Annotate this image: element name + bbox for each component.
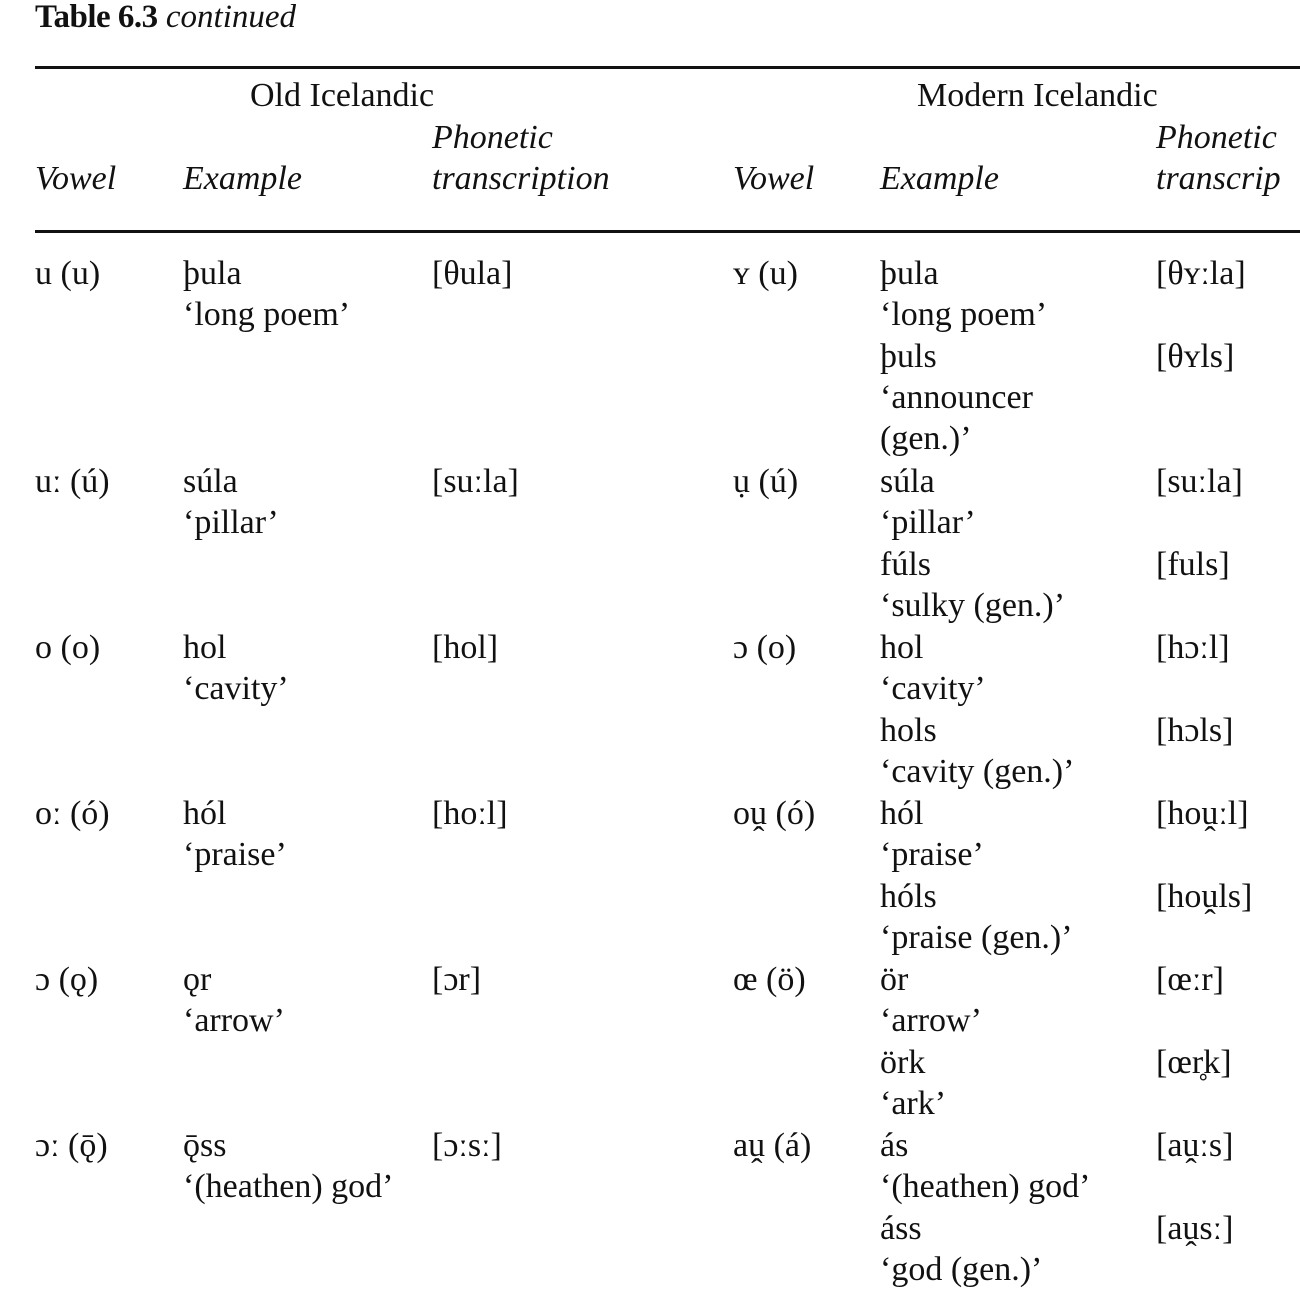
modern-phonetic-cell: [hɔls] — [1156, 712, 1234, 749]
table-number: Table 6.3 — [35, 0, 158, 35]
table-header-rule — [35, 230, 1300, 233]
old-vowel-cell: oː (ó) — [35, 795, 110, 832]
modern-example-word: ör — [880, 961, 909, 998]
old-phonetic-cell: [θula] — [432, 255, 513, 292]
old-phonetic-cell: [ɔːsː] — [432, 1127, 502, 1164]
modern-vowel-cell: ʏ (u) — [733, 255, 798, 292]
modern-example-gloss: ‘announcer — [880, 379, 1033, 416]
modern-example-gloss: ‘cavity (gen.)’ — [880, 753, 1075, 790]
old-example-gloss: ‘cavity’ — [183, 670, 289, 707]
old-phonetic-cell: [ɔr] — [432, 961, 482, 998]
old-example-word: hol — [183, 629, 227, 666]
modern-example-word: súla — [880, 463, 935, 500]
modern-phonetic-column-header-line1: Phonetic — [1156, 119, 1277, 156]
old-phonetic-column-header-line1: Phonetic — [432, 119, 553, 156]
modern-icelandic-header: Modern Icelandic — [917, 77, 1158, 114]
old-vowel-cell: uː (ú) — [35, 463, 110, 500]
modern-example-gloss: ‘god (gen.)’ — [880, 1251, 1043, 1288]
table-caption — [35, 0, 296, 34]
modern-example-word: þula — [880, 255, 939, 292]
old-phonetic-cell: [hol] — [432, 629, 499, 666]
old-example-gloss: ‘praise’ — [183, 836, 287, 873]
modern-example-word: fúls — [880, 546, 931, 583]
modern-example-gloss: ‘pillar’ — [880, 504, 976, 541]
modern-example-column-header: Example — [880, 160, 999, 197]
modern-phonetic-cell: [hoṷːl] — [1156, 795, 1249, 832]
modern-example-word: hols — [880, 712, 937, 749]
old-vowel-cell: ɔː (ǭ) — [35, 1127, 108, 1164]
modern-example-gloss: ‘(heathen) god’ — [880, 1168, 1091, 1205]
old-example-word: þula — [183, 255, 242, 292]
modern-example-gloss: ‘praise’ — [880, 836, 984, 873]
modern-vowel-cell: oṷ (ó) — [733, 795, 816, 832]
modern-vowel-cell: œ (ö) — [733, 961, 806, 998]
modern-example-word: þuls — [880, 338, 937, 375]
modern-vowel-column-header: Vowel — [733, 160, 815, 197]
old-example-gloss: ‘pillar’ — [183, 504, 279, 541]
modern-example-gloss: ‘cavity’ — [880, 670, 986, 707]
modern-phonetic-cell: [θʏls] — [1156, 338, 1235, 375]
old-icelandic-header: Old Icelandic — [250, 77, 435, 114]
modern-example-gloss-continued: (gen.)’ — [880, 420, 972, 457]
old-phonetic-cell: [hoːl] — [432, 795, 508, 832]
old-example-gloss: ‘long poem’ — [183, 296, 351, 333]
modern-example-gloss: ‘long poem’ — [880, 296, 1048, 333]
old-example-word: ǫr — [183, 961, 212, 998]
modern-example-word: hol — [880, 629, 924, 666]
modern-example-word: áss — [880, 1210, 922, 1247]
modern-phonetic-cell: [œr̥k] — [1156, 1044, 1232, 1081]
old-example-word: súla — [183, 463, 238, 500]
old-example-gloss: ‘arrow’ — [183, 1002, 285, 1039]
modern-example-word: ás — [880, 1127, 909, 1164]
old-vowel-column-header: Vowel — [35, 160, 117, 197]
modern-example-gloss: ‘arrow’ — [880, 1002, 982, 1039]
modern-example-gloss: ‘praise (gen.)’ — [880, 919, 1073, 956]
modern-phonetic-cell: [aṷːs] — [1156, 1127, 1234, 1164]
modern-phonetic-cell: [θʏːla] — [1156, 255, 1246, 292]
old-phonetic-column-header-line2: transcription — [432, 160, 610, 197]
modern-example-word: hóls — [880, 878, 937, 915]
modern-example-gloss: ‘ark’ — [880, 1085, 947, 1122]
old-example-word: hól — [183, 795, 227, 832]
modern-phonetic-cell: [hoṷls] — [1156, 878, 1253, 915]
modern-phonetic-column-header-line2: transcrip — [1156, 160, 1281, 197]
modern-example-word: örk — [880, 1044, 926, 1081]
modern-phonetic-cell: [suːla] — [1156, 463, 1243, 500]
modern-example-gloss: ‘sulky (gen.)’ — [880, 587, 1066, 624]
old-example-column-header: Example — [183, 160, 302, 197]
old-vowel-cell: o (o) — [35, 629, 101, 666]
modern-vowel-cell: ụ (ú) — [733, 463, 799, 500]
modern-phonetic-cell: [fuls] — [1156, 546, 1230, 583]
modern-phonetic-cell: [hɔːl] — [1156, 629, 1230, 666]
modern-vowel-cell: ɔ (o) — [733, 629, 797, 666]
table-top-rule — [35, 66, 1300, 69]
modern-vowel-cell: aṷ (á) — [733, 1127, 812, 1164]
modern-phonetic-cell: [œːr] — [1156, 961, 1224, 998]
modern-phonetic-cell: [aṷsː] — [1156, 1210, 1234, 1247]
old-vowel-cell: ɔ (ǫ) — [35, 961, 99, 998]
modern-example-word: hól — [880, 795, 924, 832]
old-example-gloss: ‘(heathen) god’ — [183, 1168, 394, 1205]
old-phonetic-cell: [suːla] — [432, 463, 519, 500]
old-vowel-cell: u (u) — [35, 255, 101, 292]
old-example-word: ǭss — [183, 1127, 227, 1164]
table-caption-label: continued — [165, 0, 297, 35]
